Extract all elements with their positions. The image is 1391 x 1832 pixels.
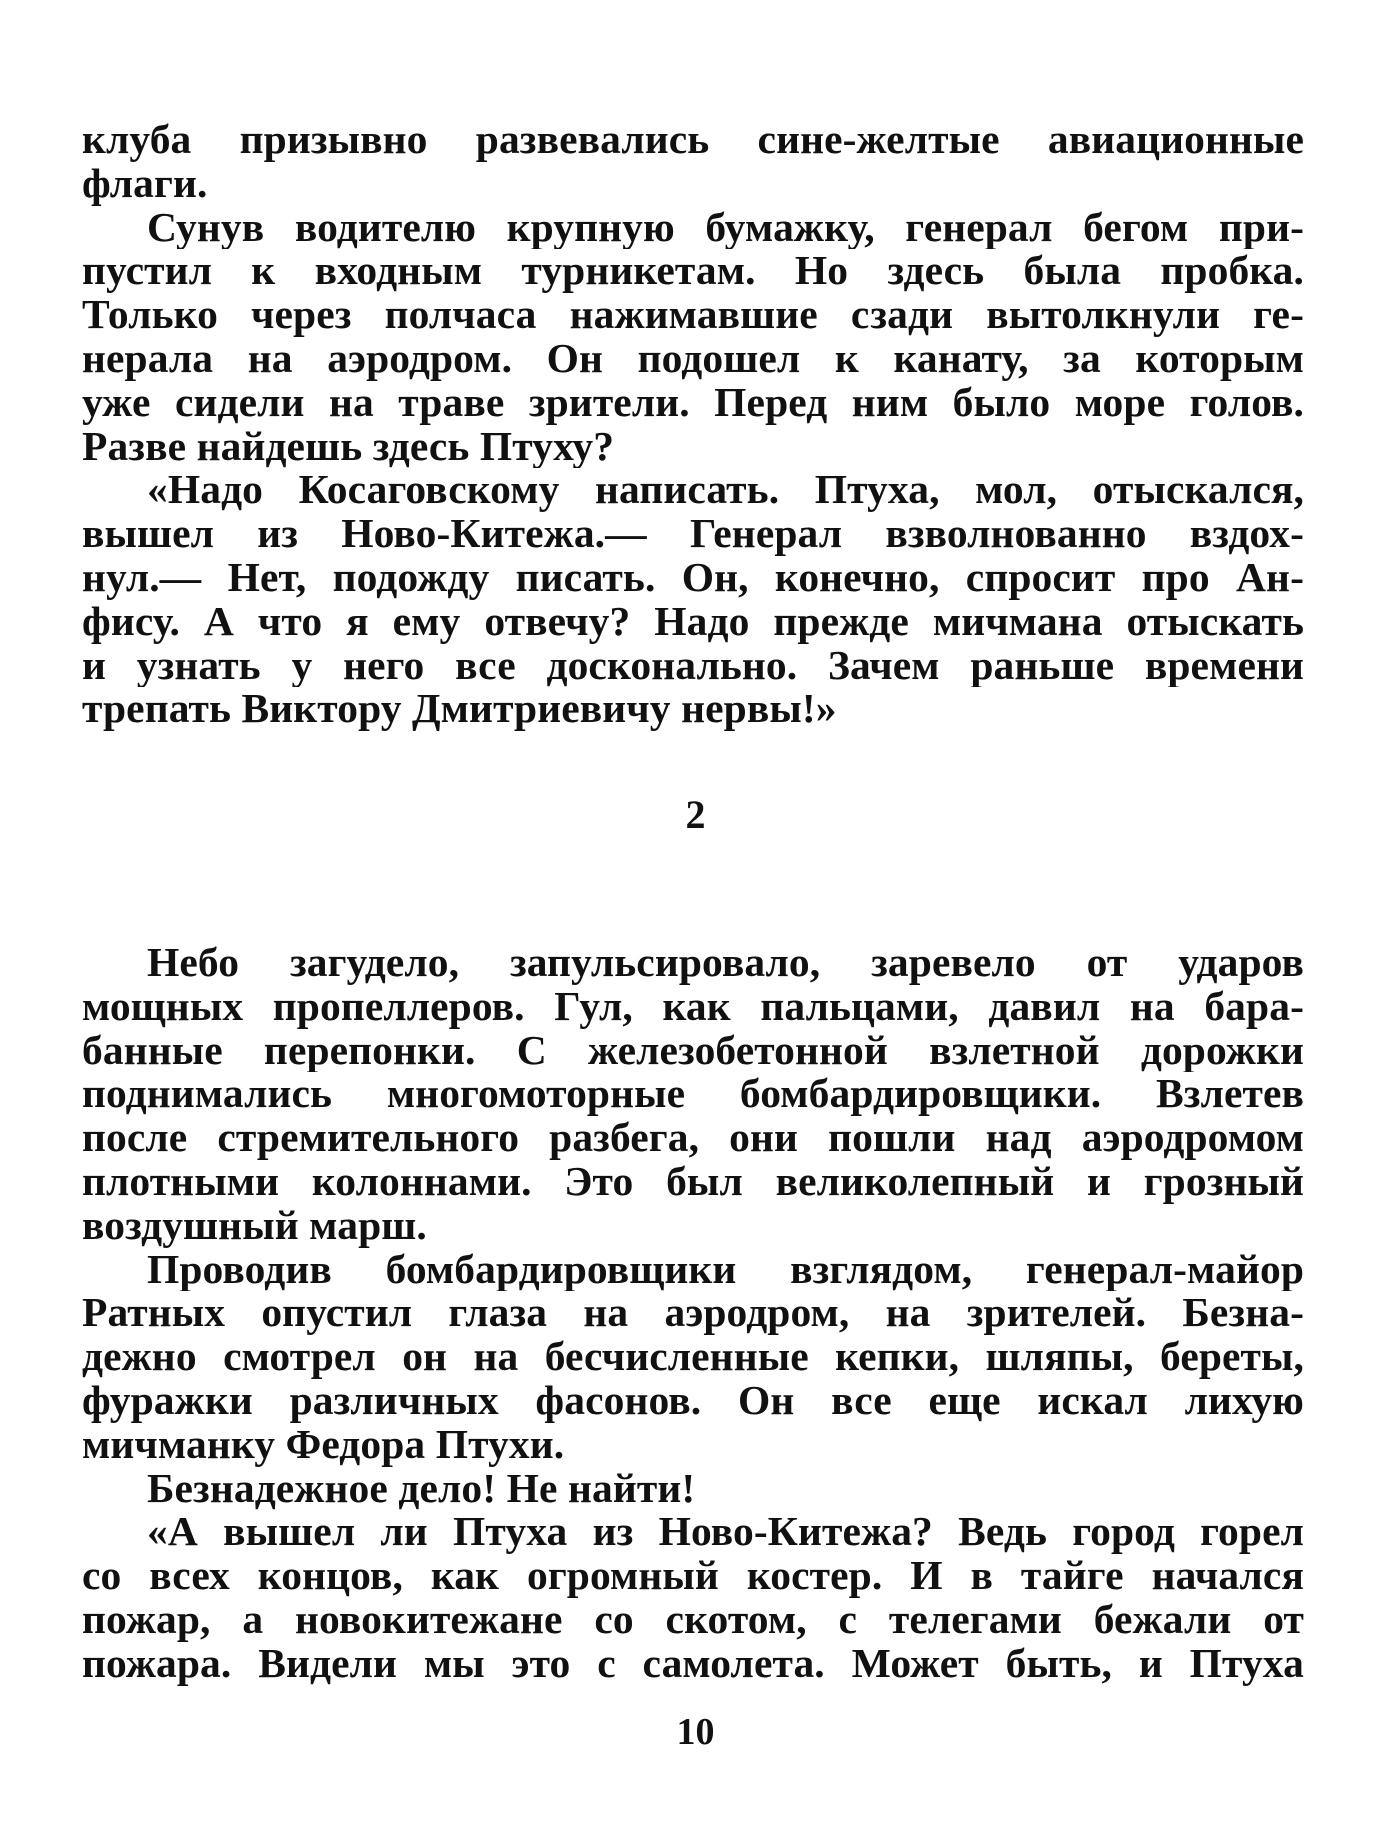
text-line: «А вышел ли Птуха из Ново-Китежа? Ведь город горел [147,1510,1304,1555]
text-block-top [82,118,1304,731]
text-line: пустил к входным турникетам. Но здесь была пробка. [82,249,1304,294]
text-line: трепать Виктору Дмитриевичу нервы!» [82,687,837,732]
text-line: вышел из Ново-Китежа.— Генерал взволнованно вздох- [82,512,1304,556]
text-line: уже сидели на траве зрители. Перед ним было море голов. [82,380,1304,425]
text-line: клуба призывно развевались сине-желтые авиационные [82,118,1304,162]
text-line: поднимались многомоторные бомбардировщики. Взлетев [82,1072,1304,1117]
text-line: после стремительного разбега, они пошли над аэродромом [82,1116,1304,1160]
text-line: мичманку Федора Птухи. [82,1422,565,1467]
page-number: 10 [676,1711,715,1753]
text-line: со всех концов, как огромный костер. И в тайге начался [82,1554,1304,1598]
text-line: и узнать у него все досконально. Зачем раньше времени [82,643,1304,688]
text-line: воздушный марш. [82,1203,427,1248]
text-line: Безнадежное дело! Не найти! [147,1466,696,1511]
text-line: Проводив бомбардировщики взглядом, генерал-майор [147,1247,1304,1292]
text-block-bottom [82,941,1304,1686]
text-line: Сунув водителю крупную бумажку, генерал бегом при- [147,205,1304,250]
text-line: пожара. Видели мы это с самолета. Может быть, и Птуха [82,1641,1304,1686]
text-line: Ратных опустил глаза на аэродром, на зрителей. Безна- [82,1291,1304,1336]
text-line: «Надо Косаговскому написать. Птуха, мол, отыскался, [147,468,1304,513]
text-line: нул.— Нет, подожду писать. Он, конечно, спросит про Ан- [82,555,1304,600]
text-line: дежно смотрел он на бесчисленные кепки, шляпы, береты, [82,1335,1304,1379]
text-line: флаги. [82,161,208,206]
text-line: плотными колоннами. Это был великолепный и грозный [82,1159,1304,1204]
text-line: фуражки различных фасонов. Он все еще искал лихую [82,1378,1304,1423]
text-line: банные перепонки. С железобетонной взлетной дорожки [82,1028,1304,1073]
text-line: Небо загудело, запульсировало, заревело от ударов [147,941,1304,985]
text-line: нерала на аэродром. Он подошел к канату, за которым [82,336,1304,381]
text-line: мощных пропеллеров. Гул, как пальцами, давил на бара- [82,984,1304,1029]
text-line: Разве найдешь здесь Птуху? [82,424,615,469]
text-line: Только через полчаса нажимавшие сзади вытолкнули ге- [82,293,1304,337]
text-line: пожар, а новокитежане со скотом, с телегами бежали от [82,1597,1304,1642]
text-line: фису. А что я ему отвечу? Надо прежде мичмана отыскать [82,599,1304,644]
section-number: 2 [685,792,706,837]
